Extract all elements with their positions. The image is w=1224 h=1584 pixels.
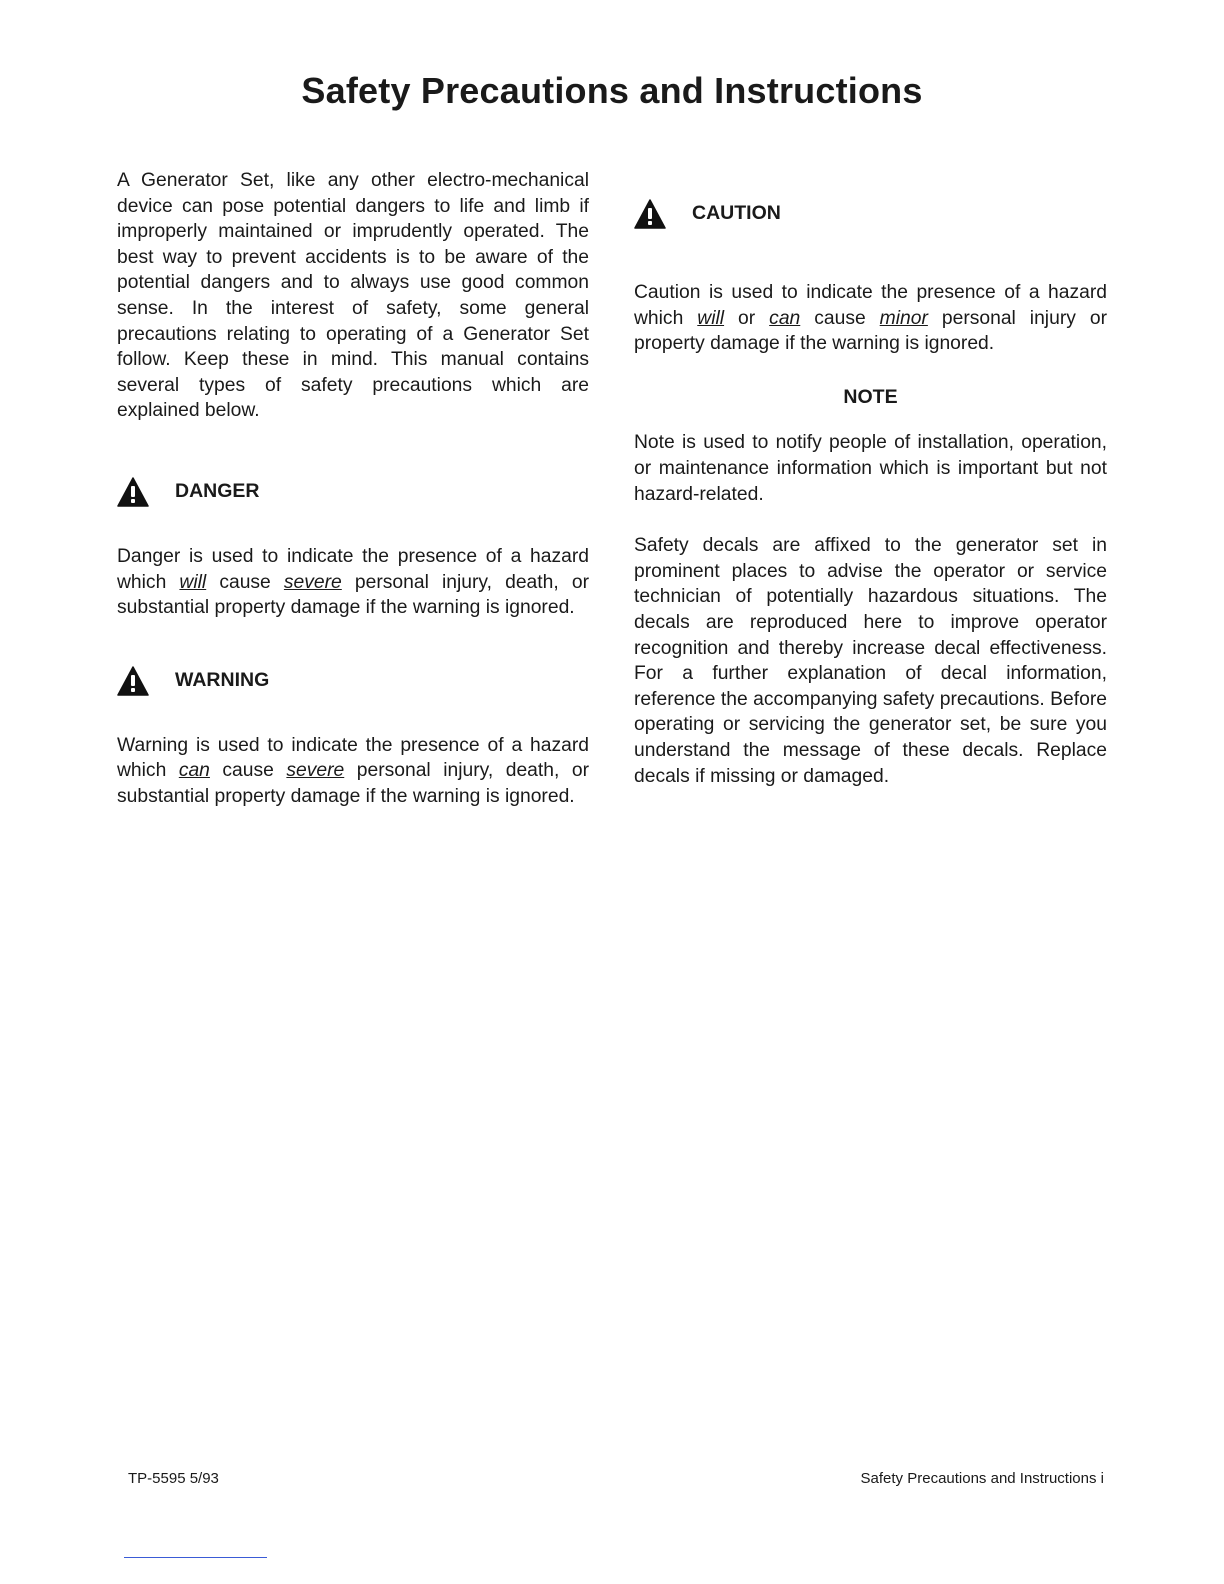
note-heading: NOTE <box>843 385 898 408</box>
decals-paragraph: Safety decals are affixed to the generator set in prominent places to advise the operator or service technician of potentially hazardous situations. The decals are reproduced here to improve operator recognition and thereby increase decal effectiveness. For a further explanation of decal information, reference the accompanying safety precautions. Before operating or servicing the generator set, be sure you understand the message of these decals. Replace decals if missing or damaged. <box>634 535 1107 787</box>
footer-rule <box>124 1557 267 1558</box>
caution-heading-label: CAUTION <box>692 202 781 225</box>
danger-paragraph: Danger is used to indicate the presence of a hazard which will cause severe personal injury, death, or substantial property damage if the warning is ignored. <box>117 545 589 619</box>
warning-heading <box>117 661 589 701</box>
page-title: Safety Precautions and Instructions <box>301 70 923 111</box>
caution-heading <box>634 194 1107 234</box>
warning-heading-label: WARNING <box>175 668 270 691</box>
warning-triangle-icon <box>117 477 149 507</box>
warning-triangle-icon <box>117 666 149 696</box>
note-paragraph: Note is used to notify people of installation, operation, or maintenance information which is important but not hazard-related. <box>634 432 1107 505</box>
danger-heading <box>117 472 589 512</box>
right-column <box>634 168 1107 789</box>
danger-heading-label: DANGER <box>175 480 260 503</box>
warning-triangle-icon <box>634 199 666 229</box>
footer-section-title: Safety Precautions and Instructions i <box>860 1470 1104 1487</box>
warning-paragraph: Warning is used to indicate the presence of a hazard which can cause severe personal injury, death, or substantial property damage if the warning is ignored. <box>117 734 589 807</box>
footer-doc-number: TP-5595 5/93 <box>128 1470 219 1487</box>
left-column <box>117 168 589 810</box>
caution-paragraph: Caution is used to indicate the presence of a hazard which will or can cause minor personal injury or property damage if the warning is ignored. <box>634 282 1108 355</box>
intro-paragraph: A Generator Set, like any other electro-mechanical device can pose potential dangers to life and limb if improperly maintained or imprudently operated. The best way to prevent accidents is to be aware of the potential dangers and to always use good common sense. In the interest of safety, some general precautions relating to operating of a Generator Set follow. Keep these in mind. This manual contains several types of safety precautions which are explained below. <box>117 170 589 422</box>
